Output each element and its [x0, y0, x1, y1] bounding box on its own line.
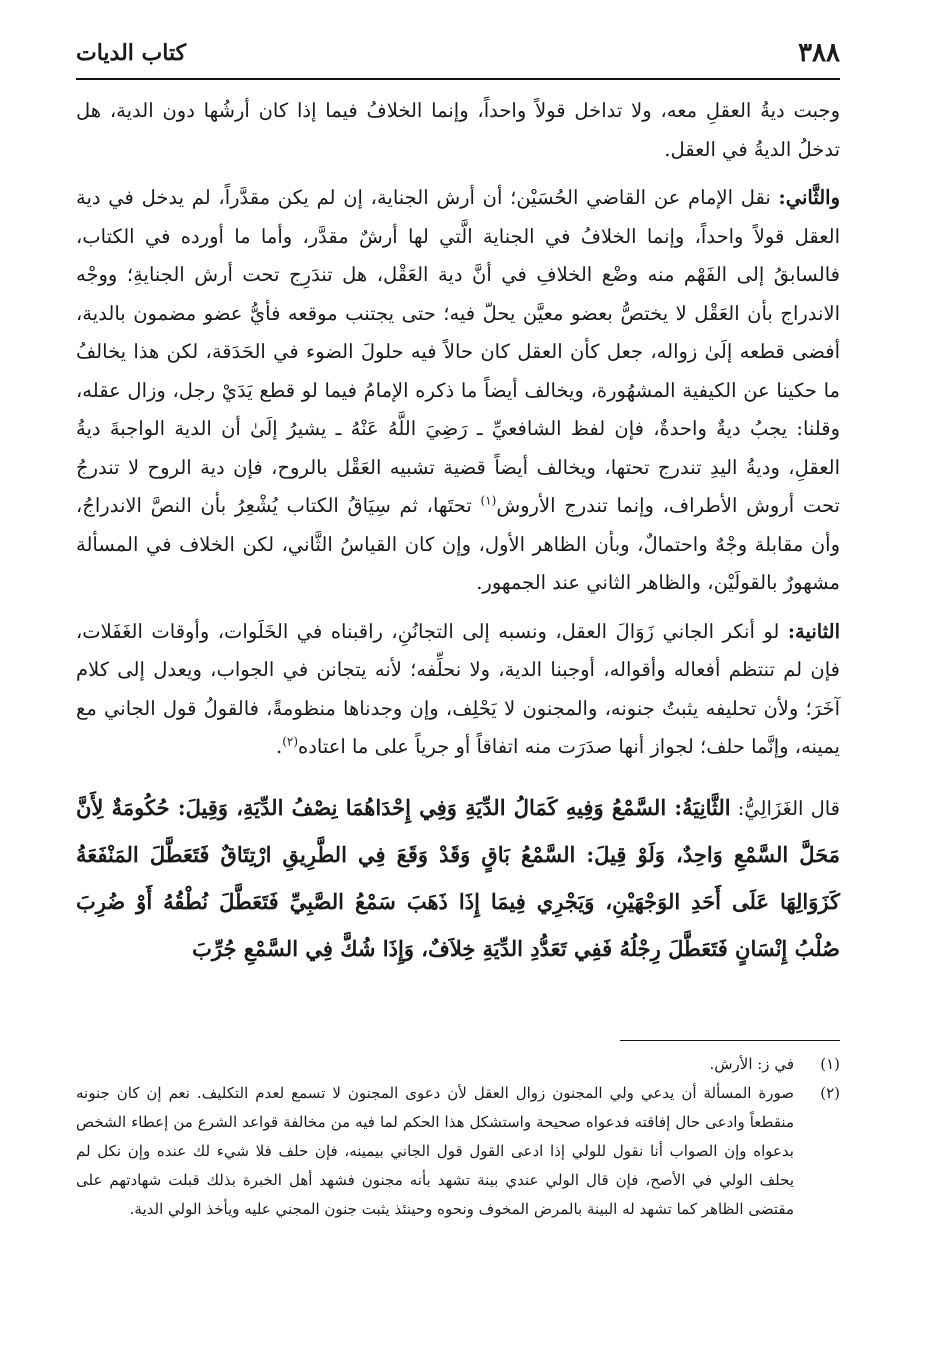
- paragraph-3-text: لو أنكر الجاني زَوَالَ العقل، ونسبه إلى التجانُنِ، راقبناه في الخَلَوات، وأوقات الغَفَلات، فإن لم تنتظم أفعاله وأقواله، أوجبنا الدية، ولا نحلِّفه؛ لأنه يتجانن في الجواب، ويعدل إلى كلام آخَرَ؛ ولأن تحليفه يثبتُ جنونه، والمجنون لا يَحْلِف، وإن وجدناها منظومةً، فالقولُ قول الجاني مع يمينه، وإنَّما حلف؛ لجواز أنها صدَرَت منه اتفاقاً أو جرياً على ما اعتاده: [76, 619, 840, 758]
- footnote-1-text: في ز: الأرش.: [709, 1055, 794, 1073]
- quote-text: الثَّانِيَةُ: السَّمْعُ وَفِيهِ كَمَالُ الدِّيَةِ وَفِي إِحْدَاهُمَا نِصْفُ الدِّيَةِ، وَقِيلَ: حُكُومَةٌ لِأَنَّ مَحَلَّ السَّمْعِ وَاحِدٌ، وَلَوْ قِيلَ: السَّمْعُ بَاقٍ وَقَدْ وَقَعَ فِي الطَّرِيقِ ارْتِتَاقٌ فَتَعَطَّلَ المَنْفَعَةُ كَزَوَالِهَا عَلَى أَحَدِ الوَجْهَيْنِ، وَيَجْرِي فِيمَا إِذَا ذَهَبَ سَمْعُ الصَّبِيِّ فَتَعَطَّلَ نُطْقُهُ أَوْ ضُرِبَ صُلْبُ إِنْسَانٍ فَتَعَطَّلَ رِجْلُهُ فَفِي تَعَدُّدِ الدِّيَةِ خِلاَفٌ، وَإِذَا شُكَّ فِي السَّمْعِ جُرِّبَ: [76, 794, 840, 961]
- paragraph-3: [76, 613, 840, 767]
- footnote-divider: [620, 1040, 840, 1041]
- footnote-ref-2[interactable]: (٢): [282, 734, 299, 749]
- footnote-2-number: (٢): [820, 1084, 840, 1102]
- page-header: [76, 28, 840, 80]
- paragraph-2-text-after: تحتَها، ثم سِيَاقُ الكتاب يُشْعِرُ بأن النصَّ الاندراجُ، وأن مقابلة وجْهٌ واحتمالٌ، وبأن الظاهر الأول، وإن كان القياسُ الثَّاني، لكن الخلاف في المسألة مشهورٌ بالقولَيْن، والظاهر الثاني عند الجمهور.: [76, 494, 840, 594]
- footnotes: [76, 1050, 840, 1224]
- paragraph-2: [76, 179, 840, 603]
- footnote-2: [76, 1079, 840, 1224]
- page-number: ٣٨٨: [798, 38, 840, 68]
- paragraph-2-text: نقل الإمام عن القاضي الحُسَيْن؛ أن أرش الجناية، إن لم يكن مقدَّراً، لم يدخل في دية العقل قولاً واحداً، وإنما الخلافُ في الجناية الَّتي لها أرشٌ مقدَّر، وأما ما أورده في الكتاب، فالسابقُ إلى الفَهْم منه وضْع الخلافِ في أنَّ دية العَقْل، هل تندَرِج تحت أرش الجنايةِ؛ ووجْه الاندراج بأن العَقْل لا يختصُّ بعضو معيَّن يحلّ فيه؛ حتى يجتنب موقعه فأيُّ عضو مضمون بالدية، أفضى قطعه إلَىٰ زواله، جعل كأن العقل كان حالاً فيه حلولَ الضوء في الحَدَقة، لكن هذا يخالفُ ما حكينا عن الكيفية المشهُورة، ويخالف أيضاً ما ذكره الإمامُ فيما لو قطع يَدَيْ رجل، وزال عقله، وقلنا: يجبُ ديةٌ واحدةٌ، فإن لفظ الشافعيِّ ـ رَضِيَ اللَّهُ عَنْهُ ـ يشيرُ إلَىٰ أن الدية الواجبةَ ديةُ العقلِ، وديةُ اليدِ تندرج تحتها، ويخالف أيضاً قضية تشبيه العَقْل بالروح، فإن دية الروح لا تندرجُ تحت أروش الأطراف، وإنما تندرج الأروش: [76, 186, 840, 517]
- footnote-ref-1[interactable]: (١): [480, 493, 497, 508]
- paragraph-2-lead: والثَّاني:: [778, 186, 840, 209]
- quote-intro: قال الغَزَالِيُّ:: [730, 796, 840, 820]
- footnote-1: [76, 1050, 840, 1079]
- ghazali-quote: [76, 785, 840, 973]
- footnote-2-text: صورة المسألة أن يدعي ولي المجنون زوال العقل لأن دعوى المجنون لا تسمع لعدم التكليف. نعم إن كان جنونه منقطعاً وادعى حال إفاقته فدعواه صحيحة واستشكل هذا الحكم لما فيه من مخالفة قواعد الشرع من إعطاء الشخص بدعواه وإن الصواب أنا نقول للولي إذا ادعى القول قول الجاني بيمينه، فإن حلف فلا شيء لك عنده وإن نكل لم يحلف الولي في الأصح، فإن قال الولي عندي بينة تشهد بأنه مجنون فشهد أهل الخبرة بذلك قبلت شهادتهم على مقتضى الظاهر كما تشهد له البينة بالمرض المخوف ونحوه وحينئذ يثبت جنون المجني عليه ويأخذ الولي الدية.: [76, 1084, 794, 1218]
- running-title: كتاب الديات: [76, 40, 187, 66]
- main-text: [76, 92, 840, 973]
- paragraph-1-text: وجبت ديةُ العقلِ معه، ولا تداخل قولاً واحداً، وإنما الخلافُ فيما إذا كان أرشُها دون الدية، هل تدخلُ الديةُ في العقل.: [76, 99, 840, 161]
- footnote-1-number: (١): [820, 1055, 840, 1073]
- quote-paragraph: [76, 785, 840, 973]
- paragraph-3-lead: الثانية:: [787, 619, 840, 643]
- paragraph-3-text-after: .: [275, 735, 283, 758]
- paragraph-1: [76, 92, 840, 169]
